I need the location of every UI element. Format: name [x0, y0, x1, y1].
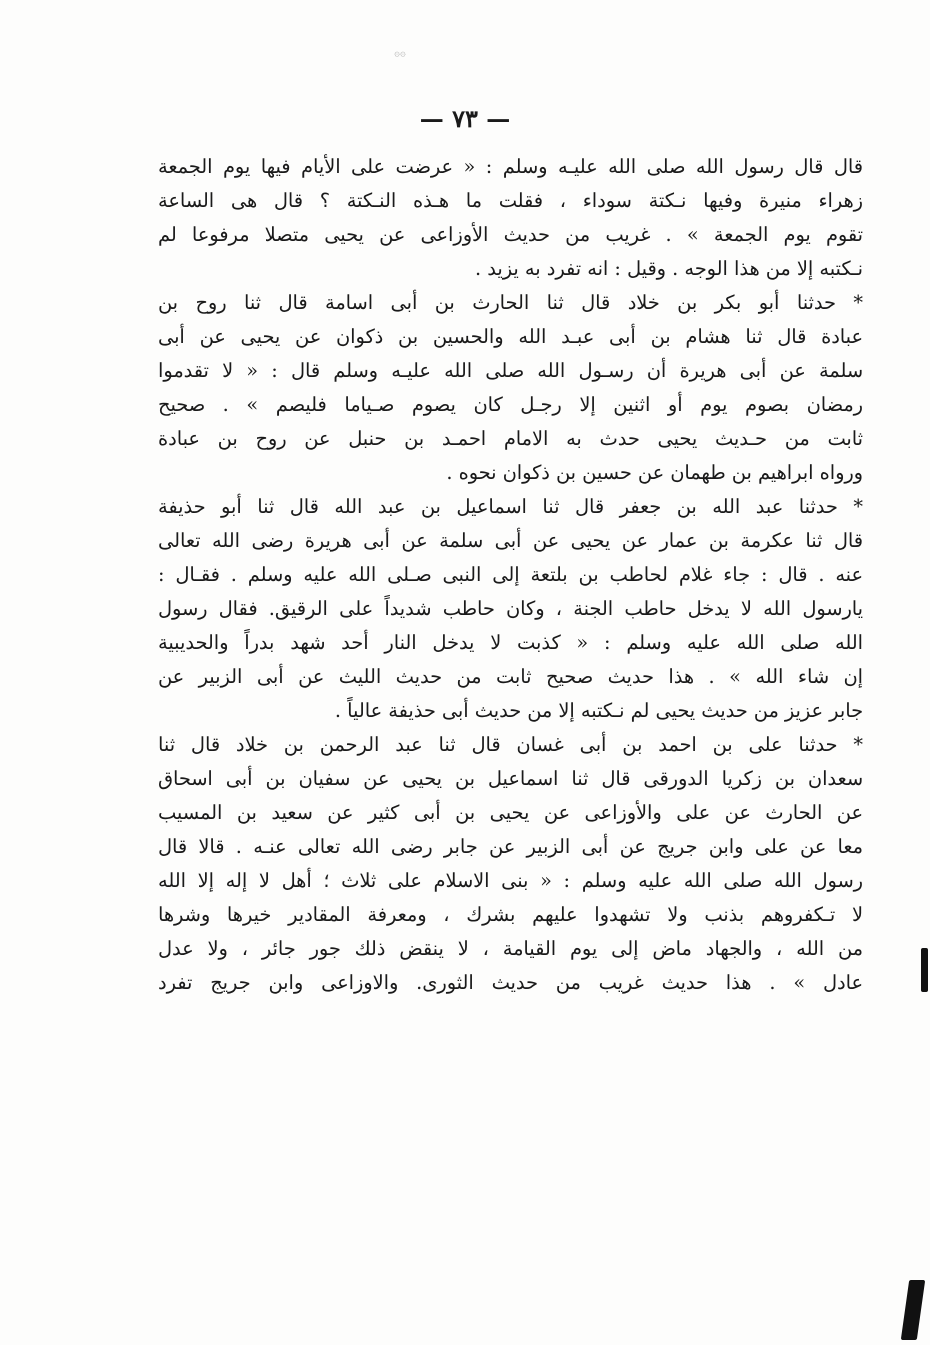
text-line: نـكتبه إلا من هذا الوجه . وقيل : انه تفرد به يزيد .: [475, 257, 863, 280]
text-line: رمضان بصوم يوم أو اثنين إلا رجـل كان يصوم صـياما فليصم » . صحيح: [158, 393, 863, 416]
text-line: زهراء منيرة وفيها نـكتة سوداء ، فقلت ما هـذه النـكتة ؟ قال هى الساعة: [158, 189, 863, 212]
text-line: قال ثنا عكرمة بن عمار عن يحيى عن أبى سلمة عن أبى هريرة رضى الله تعالى: [158, 529, 863, 552]
text-line: ثابت من حـديث يحيى حدث به الامام احمـد بن حنبل عن روح بن عبادة: [158, 427, 863, 450]
page-number: — ٧٣ —: [419, 104, 511, 133]
text-line: معا عن على وابن جريج عن أبى الزبير عن جابر رضى الله تعالى عنـه . قالا قال: [158, 835, 863, 858]
text-line: تقوم يوم الجمعة » . غريب من حديث الأوزاعى عن يحيى متصلا مرفوعا لم: [158, 223, 863, 246]
scan-edge-mark: [921, 948, 928, 992]
text-line: قال قال رسول الله صلى الله عليـه وسلم : « عرضت على الأيام فيها يوم الجمعة: [158, 155, 863, 178]
text-line: رسول الله صلى الله عليه وسلم : « بنى الاسلام على ثلاث ؛ أهل لا إله إلا الله: [158, 869, 863, 892]
text-line: من الله ، والجهاد ماض إلى يوم القيامة ، لا ينقض ذلك جور جائر ، ولا عدل: [158, 937, 863, 960]
text-line: عن الحارث عن على والأوزاعى عن يحيى بن أبى كثير عن سعيد بن المسيب: [158, 801, 863, 824]
text-line: عبادة قال ثنا هشام بن أبى عبـد الله والحسين بن ذكوان عن يحيى عن أبى: [158, 325, 863, 348]
text-line: عادل » . هذا حديث غريب من حديث الثورى. والاوزاعى وابن جريج تفرد: [158, 971, 863, 994]
text-line: إن شاء الله » . هذا حديث صحيح ثابت من حديث الليث عن أبى الزبير عن: [158, 665, 863, 688]
arabic-text-body: [158, 150, 863, 1000]
text-line: * حدثنا عبد الله بن جعفر قال ثنا اسماعيل بن عبد الله قال ثنا أبو حذيفة: [158, 495, 863, 518]
text-line: * حدثنا أبو بكر بن خلاد قال ثنا الحارث بن أبى اسامة قال ثنا روح بن: [158, 291, 863, 314]
text-line: يارسول الله لا يدخل حاطب الجنة ، وكان حاطب شديداً على الرقيق. فقال رسول: [158, 597, 863, 620]
text-line: جابر عزيز من حديث يحيى لم نـكتبه إلا من حديث أبى حذيفة عالياً .: [334, 699, 863, 722]
text-line: الله صلى الله عليه وسلم : « كذبت لا يدخل النار أحد شهد بدراً والحديبية: [158, 631, 863, 654]
text-line: * حدثنا على بن احمد بن أبى غسان قال ثنا عبد الرحمن بن خلاد قال ثنا: [158, 733, 863, 756]
ornament-mark: ۞۞: [394, 48, 406, 59]
text-line: لا تـكفروهم بذنب ولا تشهدوا عليهم بشرك ، ومعرفة المقادير خيرها وشرها: [158, 903, 863, 926]
text-line: ورواه ابراهيم بن طهمان عن حسين بن ذكوان نحوه .: [446, 461, 863, 484]
text-line: سلمة عن أبى هريرة أن رسـول الله صلى الله عليـه وسلم قال : « لا تقدموا: [158, 359, 863, 382]
text-line: عنه . قال : جاء غلام لحاطب بن بلتعة إلى النبى صـلى الله عليه وسلم . فقـال :: [158, 563, 863, 586]
text-line: سعدان بن زكريا الدورقى قال ثنا اسماعيل بن يحيى عن سفيان بن أبى اسحاق: [158, 767, 863, 790]
scan-edge-mark: [901, 1280, 925, 1340]
